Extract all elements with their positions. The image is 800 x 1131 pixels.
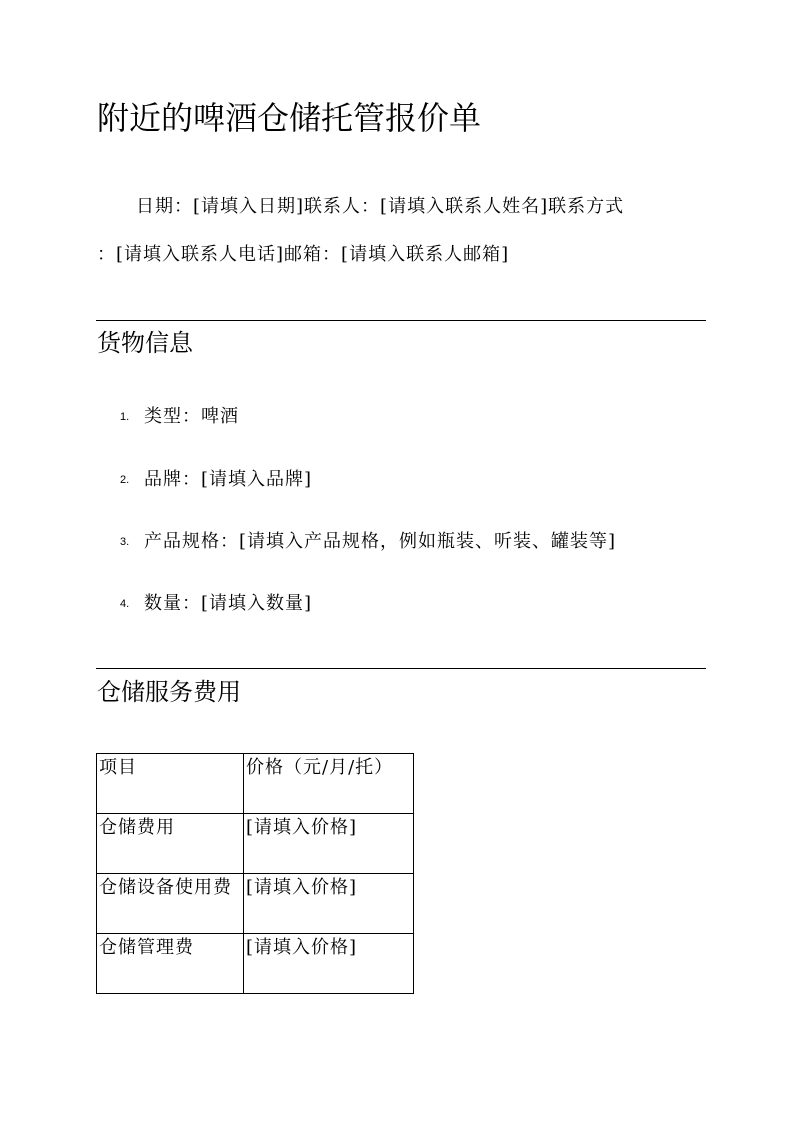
intro-line-2: ：[请填入联系人电话]邮箱：[请填入联系人邮箱] bbox=[97, 244, 510, 265]
table-row bbox=[97, 874, 414, 934]
list-item-number: 4. bbox=[120, 598, 130, 610]
list-item-text: 品牌：[请填入品牌] bbox=[144, 469, 313, 490]
table-cell-item: 仓储费用 bbox=[97, 814, 244, 874]
document-title: 附近的啤酒仓储托管报价单 bbox=[97, 99, 482, 137]
section-divider-goods bbox=[96, 320, 706, 321]
table-cell-item: 仓储设备使用费 bbox=[97, 874, 244, 934]
list-item-text: 数量：[请填入数量] bbox=[144, 593, 313, 614]
table-cell-price: [请填入价格] bbox=[244, 874, 414, 934]
goods-section-heading: 货物信息 bbox=[97, 329, 193, 357]
table-cell-price: [请填入价格] bbox=[244, 814, 414, 874]
list-item bbox=[120, 591, 312, 617]
table-cell-price: [请填入价格] bbox=[244, 934, 414, 994]
list-item-number: 2. bbox=[120, 474, 130, 486]
list-item-number: 1. bbox=[120, 411, 130, 423]
fees-section-heading: 仓储服务费用 bbox=[97, 678, 241, 706]
table-header-cell: 项目 bbox=[97, 754, 244, 814]
table-header-cell: 价格（元/月/托） bbox=[244, 754, 414, 814]
list-item-number: 3. bbox=[120, 536, 130, 548]
section-divider-fees bbox=[96, 668, 706, 669]
intro-line-1: 日期：[请填入日期]联系人：[请填入联系人姓名]联系方式 bbox=[136, 196, 625, 217]
table-header-row bbox=[97, 754, 414, 814]
table-row bbox=[97, 814, 414, 874]
table-cell-item: 仓储管理费 bbox=[97, 934, 244, 994]
list-item-text: 类型：啤酒 bbox=[144, 406, 239, 427]
fees-table bbox=[96, 753, 414, 994]
list-item-text: 产品规格：[请填入产品规格，例如瓶装、听装、罐装等] bbox=[144, 531, 617, 552]
table-row bbox=[97, 934, 414, 994]
list-item bbox=[120, 467, 312, 493]
list-item bbox=[120, 404, 239, 430]
list-item bbox=[120, 529, 616, 555]
